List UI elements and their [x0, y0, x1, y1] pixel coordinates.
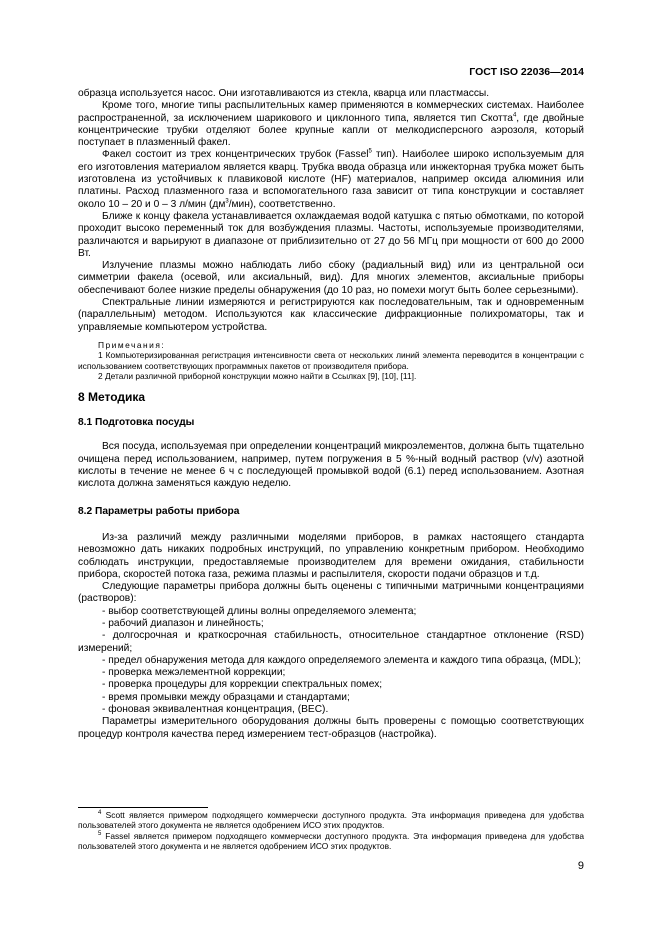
paragraph-spectral-lines: Спектральные линии измеряются и регистрируются как последовательным, так и одновременным (параллельным) методом. Используются как классические дифракционные полихроматоры, так и управляемые компьютером устройства. [78, 297, 584, 333]
section-8-2-title: 8.2 Параметры работы прибора [78, 505, 240, 517]
paragraph-coil: Ближе к концу факела устанавливается охлаждаемая водой катушка с пятью обмотками, по которой проходит высоко переменный ток для возбуждения плазмы. Частоты, используемые производителями, различаются и варьируют в диапазоне от приблизительно от 27 до 56 МГц при мощности от 600 до 2000 Вт. [78, 210, 584, 259]
note-2: 2 Детали различной приборной конструкции можно найти в Ссылках [9], [10], [11]. [98, 370, 417, 381]
paragraph-spray-chambers [78, 100, 584, 149]
text-run: , где двойные концентрические трубки отделяют более крупные капли от мелкодисперсного аэрозоля, который поступает в плазменный факел. [78, 112, 584, 149]
list-item: - проверка межэлементной коррекции; [102, 667, 286, 679]
list-item: - время промывки между образцами и стандартами; [102, 691, 350, 703]
footnote-5-text: Fassel является примером подходящего коммерчески доступного продукта. Эта информация приведена для удобства пользователей этого документа и не является одобрением ИСО этих продуктов. [78, 830, 584, 851]
footnote-divider [78, 807, 208, 808]
section-8-2-paragraph-2: Следующие параметры прибора должны быть оценены с типичными матричными концентрациями (растворов): [78, 581, 584, 605]
list-item: - выбор соответствующей длины волны определяемого элемента; [102, 605, 417, 617]
text-run: тип). Наиболее широко используемым для его изготовления материалом является кварц. Трубка ввода образца или инжекторная трубка может быть изготовлена из устойчивых к плавиковой кислоте (HF) материалов, например оксида алюминия или платины. Расход плазменного газа и вспомогательного газа зависит от типа конструкции и составляет около 10 – 20 и 0 – 3 л/мин (дм [78, 149, 584, 210]
footnote-4-text: Scott является примером подходящего коммерчески доступного продукта. Эта информация приведена для удобства пользователей этого документа не является одобрением ИСО этих продуктов. [78, 810, 584, 831]
notes-title: Примечания: [98, 339, 166, 350]
page-number: 9 [577, 860, 584, 872]
notes-block [78, 340, 584, 381]
text-run: Факел состоит из трех концентрических трубок (Fassel [102, 149, 369, 161]
list-item: - фоновая эквивалентная концентрация, (BEC). [102, 704, 329, 716]
superscript-3: 3 [225, 198, 229, 205]
list-item: - проверка процедуры для коррекции спектральных помех; [102, 679, 383, 691]
page-content [78, 88, 584, 741]
text-run: Кроме того, многие типы распылительных камер применяются в коммерческих системах. Наиболее распространенной, за исключением шарикового и циклонного типа, является тип Скотта [78, 100, 584, 124]
footnotes-block [78, 810, 584, 851]
footnote-ref-5[interactable]: 5 [368, 149, 372, 156]
paragraph-continuation: образца используется насос. Они изготавливаются из стекла, кварца или пластмассы. [78, 88, 490, 99]
list-item: - рабочий диапазон и линейность; [102, 617, 264, 629]
standard-header: ГОСТ ISO 22036—2014 [469, 66, 584, 78]
footnote-5-marker: 5 [98, 830, 102, 837]
section-8-2-paragraph-1: Из-за различий между различными моделями приборов, в рамках настоящего стандарта невозможно дать никаких подробных инструкций, по управлению конкретным прибором. Необходимо соблюдать инструкции, предоставляемые производителем для времени ожидания, стабильности прибора, скоростей потока газа, режима плазмы и распылителя, скорости подачи образцов и т.д. [78, 531, 584, 580]
footnote-5 [78, 831, 584, 852]
section-8-1-text: Вся посуда, используемая при определении концентраций микроэлементов, должна быть тщательно очищена перед использованием, например, путем погружения в 5 %-ный водный раствор (v/v) азотной кислоты в течение не менее 6 ч с последующей промывкой водой (6.1) перед использованием. Азотная кислота должна заменяться каждую неделю. [78, 441, 584, 490]
parameter-list [78, 606, 584, 717]
section-8-1-title: 8.1 Подготовка посуды [78, 417, 195, 429]
text-run: /мин), соответственно. [228, 198, 336, 210]
list-item: - предел обнаружения метода для каждого определяемого элемента и каждого типа образца, (MDL); [102, 654, 581, 666]
note-1: 1 Компьютеризированная регистрация интенсивности света от нескольких линий элемента переводится в концентрации с использованием соответствующих программных пакетов от производителя прибора. [78, 350, 584, 371]
section-8-title: 8 Методика [78, 390, 146, 405]
footnote-4 [78, 810, 584, 831]
footnote-4-marker: 4 [98, 810, 102, 817]
footnote-ref-4[interactable]: 4 [512, 112, 517, 119]
paragraph-torch [78, 149, 584, 210]
list-item: - долгосрочная и краткосрочная стабильность, относительное стандартное отклонение (RSD) измерений; [78, 630, 584, 654]
paragraph-plasma-view: Излучение плазмы можно наблюдать либо сбоку (радиальный вид) или из центральной оси симметрии факела (осевой, или аксиальный, вид). Для многих элементов, аксиальные приборы обеспечивают более низкие пределы обнаружения (до 10 раз, но помехи могут быть более серьезными). [78, 260, 584, 296]
section-8-2-paragraph-3: Параметры измерительного оборудования должны быть проверены с помощью соответствующих процедур контроля качества перед измерением тест-образцов (настройка). [78, 716, 584, 740]
